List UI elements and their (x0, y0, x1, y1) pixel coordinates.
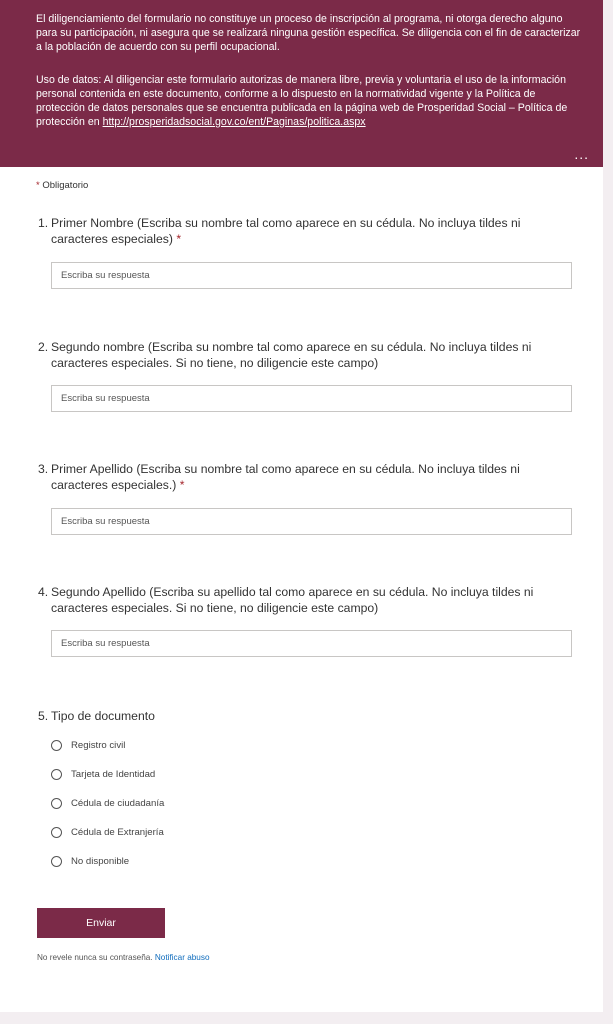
question-title (38, 340, 578, 371)
form-header-banner (0, 0, 613, 167)
radio-option-cedula-extranjeria[interactable] (51, 827, 164, 838)
data-usage-body: Uso de datos: Al diligenciar este formulario autorizas de manera libre, previa y voluntaria el uso de la información personal contenida en este documento, conforme a lo dispuesto en la normatividad vigente y la Política de protección de datos personales que se encuentra publicada en la página web de Prosperidad Social – Política de protección en (36, 74, 568, 128)
required-star: * (36, 180, 40, 191)
radio-label: Registro civil (71, 740, 126, 751)
question-first-surname (38, 462, 578, 527)
report-abuse-link[interactable]: Notificar abuso (154, 953, 210, 962)
password-warning: No revele nunca su contraseña. (37, 953, 153, 962)
more-options-icon[interactable]: ... (574, 146, 589, 162)
first-name-input[interactable]: Escriba su respuesta (51, 262, 572, 289)
question-label: Primer Apellido (Escriba su nombre tal como aparece en su cédula. No incluya tildes ni caracteres especiales.) (51, 462, 520, 492)
radio-button[interactable] (51, 769, 62, 780)
question-text (51, 216, 578, 247)
first-surname-input[interactable]: Escriba su respuesta (51, 508, 572, 535)
radio-label: Cédula de Extranjería (71, 827, 164, 838)
second-surname-input[interactable]: Escriba su respuesta (51, 630, 572, 657)
radio-option-no-disponible[interactable] (51, 856, 129, 867)
radio-button[interactable] (51, 740, 62, 751)
required-star: * (176, 231, 182, 246)
question-text (51, 585, 578, 616)
question-title (38, 216, 578, 247)
data-usage-text (36, 73, 581, 129)
question-label: Tipo de documento (51, 709, 155, 723)
question-number: 2. (38, 340, 49, 354)
radio-label: Cédula de ciudadanía (71, 798, 165, 809)
question-document-type (38, 709, 578, 867)
required-note (36, 180, 88, 191)
question-first-name (38, 216, 578, 281)
required-star: * (179, 477, 185, 492)
question-label: Segundo nombre (Escriba su nombre tal como aparece en su cédula. No incluya tildes ni caracteres especiales. Si no tiene, no diligencie este campo) (51, 340, 532, 370)
question-number: 3. (38, 462, 49, 476)
required-label: Obligatorio (42, 180, 89, 191)
question-text (51, 462, 578, 493)
second-name-input[interactable]: Escriba su respuesta (51, 385, 572, 412)
question-title (38, 709, 578, 725)
question-title (38, 585, 578, 616)
question-second-surname (38, 585, 578, 649)
question-title (38, 462, 578, 493)
question-second-name (38, 340, 578, 404)
question-label: Segundo Apellido (Escriba su apellido tal como aparece en su cédula. No incluya tildes ni caracteres especiales. Si no tiene, no diligencie este campo) (51, 585, 534, 615)
radio-label: No disponible (71, 856, 130, 867)
scrollbar[interactable] (603, 0, 613, 1012)
question-label: Primer Nombre (Escriba su nombre tal como aparece en su cédula. No incluya tildes ni caracteres especiales) (51, 216, 521, 246)
radio-button[interactable] (51, 856, 62, 867)
radio-option-registro-civil[interactable] (51, 740, 125, 751)
policy-link[interactable]: http://prosperidadsocial.gov.co/ent/Paginas/politica.aspx (102, 116, 366, 128)
radio-button[interactable] (51, 827, 62, 838)
radio-button[interactable] (51, 798, 62, 809)
radio-option-cedula-ciudadania[interactable] (51, 798, 164, 809)
submit-button[interactable]: Enviar (37, 908, 165, 938)
radio-label: Tarjeta de Identidad (71, 769, 156, 780)
radio-option-tarjeta-identidad[interactable] (51, 769, 155, 780)
question-number: 1. (38, 216, 49, 230)
footer (37, 953, 210, 962)
disclaimer-text: El diligenciamiento del formulario no constituye un proceso de inscripción al programa, ni otorga derecho alguno para su participación, ni asegura que se realizará ninguna gestión específica. Se diligencia con el fin de caracterizar a la población de acuerdo con su perfil ocupacional. (36, 13, 581, 53)
question-number: 5. (38, 709, 49, 723)
question-number: 4. (38, 585, 49, 599)
question-text (51, 340, 578, 371)
